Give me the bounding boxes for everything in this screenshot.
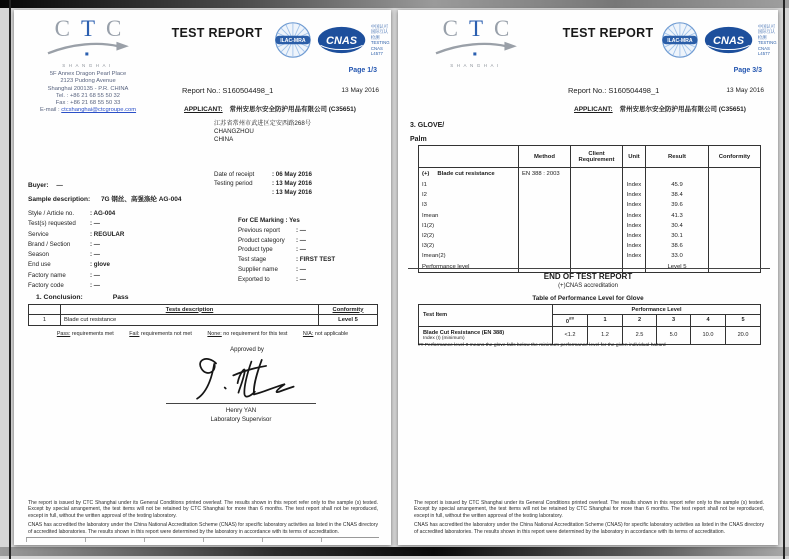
date-label: Date of receipt	[214, 171, 255, 178]
col-unit: Unit	[623, 146, 646, 168]
test-label: I2	[419, 190, 519, 200]
applicant-label: APPLICANT:	[184, 106, 223, 113]
table-row	[419, 326, 761, 344]
level-header: 3	[657, 315, 691, 327]
ctc-city-label: SHANGHAI	[62, 63, 114, 68]
performance-table-title: Table of Performance Level for Glove	[532, 295, 644, 302]
field-value: : —	[296, 275, 306, 283]
field-value: : REGULAR	[90, 230, 125, 238]
result-value: 30.4	[646, 221, 709, 231]
applicant-address	[214, 120, 311, 144]
footer-paragraph: The report is issued by CTC Shanghai under its General Conditions printed overleaf. The results shown in this report refer only to the sample (s) tested. Except by special arrangement, the test items will not be retained by CTC Shanghai for more than 6 months. The test report shall not be reproduced, except in full, without the written approval of the testing laboratory.	[414, 500, 764, 519]
field-value: : —	[296, 236, 306, 244]
address-line: 2123 Pudong Avenue	[60, 78, 116, 85]
cnas-logo-icon	[317, 25, 366, 55]
client-requirement-value	[571, 168, 623, 181]
ctc-arrow-icon	[428, 40, 524, 56]
client-requirement-value	[571, 180, 623, 190]
conformity-value	[709, 211, 761, 221]
field-row	[238, 265, 335, 275]
col-result: Result	[646, 146, 709, 168]
unit-value: Index	[623, 231, 646, 241]
applicant-row	[574, 104, 746, 113]
table-row	[419, 231, 761, 241]
test-label: I2(2)	[419, 231, 519, 241]
email-line	[26, 107, 150, 114]
method-value	[519, 262, 571, 273]
ctc-address	[26, 71, 150, 115]
col-conformity: Conformity	[709, 146, 761, 168]
unit-value: Index	[623, 251, 646, 261]
applicant-name: 常州安思尔安全防护用品有限公司 (C35651)	[229, 106, 356, 113]
results-table	[418, 145, 761, 273]
field-row	[28, 240, 124, 250]
field-label: End use	[28, 261, 51, 269]
field-row	[28, 219, 124, 229]
conformity-value	[709, 262, 761, 273]
cnas-text-line: 检测	[757, 34, 767, 40]
row-number: 1	[29, 315, 61, 326]
cnas-text-line: TESTING	[370, 40, 390, 45]
page-number: Page 3/3	[733, 67, 762, 74]
result-value: 38.4	[646, 190, 709, 200]
level-header: 1	[588, 315, 623, 327]
col-client-requirement: Client Requirement	[571, 146, 623, 168]
conclusion-label: 1. Conclusion:	[36, 294, 83, 301]
conformity-value	[709, 180, 761, 190]
date-value: : 13 May 2016	[272, 180, 312, 188]
method-value	[519, 200, 571, 210]
address-line: Shanghai 200135 - P.R. CHINA	[47, 85, 129, 92]
field-row	[28, 250, 124, 260]
ctc-city-label: SHANGHAI	[450, 63, 502, 68]
email-link[interactable]: ctcshanghai@ctcgroupe.com	[61, 107, 137, 114]
conformity-value	[709, 221, 761, 231]
field-value: : —	[296, 227, 306, 234]
legend-item	[303, 331, 348, 337]
report-date: 13 May 2016	[341, 87, 379, 94]
page-number: Page 1/3	[348, 67, 377, 74]
ctc-letter: C	[442, 16, 458, 41]
subsection-title: Palm	[410, 136, 427, 143]
table-row	[419, 211, 761, 221]
result-value: 41.3	[646, 211, 709, 221]
col-test-item	[419, 146, 519, 168]
ilac-mra-wordmark: ILAC-MRA	[280, 38, 306, 45]
client-requirement-value	[571, 200, 623, 210]
applicant-label: APPLICANT:	[574, 106, 613, 113]
cnas-text-line: 中国认可	[370, 23, 389, 29]
field-value: : —	[90, 220, 100, 228]
client-requirement-value	[571, 221, 623, 231]
unit-value: Index	[623, 211, 646, 221]
cnas-text-line: 国际互认	[370, 29, 389, 34]
legend-text: requirements met	[71, 331, 114, 337]
level-value: 5.0	[657, 326, 691, 344]
legend-text: no requirement for this test	[223, 331, 288, 337]
applicant-address-line: CHANGZHOU	[214, 128, 254, 135]
conclusion-row	[36, 294, 129, 301]
col-test-item: Test Item	[419, 305, 553, 327]
client-requirement-value	[571, 241, 623, 251]
field-label: Product category	[238, 236, 285, 244]
test-label: Imean(2)	[419, 251, 519, 261]
test-label: I1(2)	[419, 221, 519, 231]
test-item-sub: Index (I) (minimum)	[423, 335, 465, 341]
address-line: 5F Annex Dragon Pearl Place	[49, 71, 127, 77]
cnas-accreditation-text	[371, 24, 395, 57]
unit-value: Index	[623, 180, 646, 190]
field-row	[238, 245, 335, 255]
table-row	[419, 221, 761, 231]
conclusion-table-header	[29, 305, 378, 315]
sample-description-value: 7G 钢丝、高强涤纶 AG-004	[100, 196, 182, 203]
client-requirement-value	[571, 190, 623, 200]
field-label: Service	[28, 230, 49, 238]
cnas-accreditation-text	[758, 24, 782, 57]
unit-value: Index	[623, 241, 646, 251]
unit-value	[623, 168, 646, 181]
results-table-header	[419, 146, 761, 168]
footer-paragraph: The report is issued by CTC Shanghai under its General Conditions printed overleaf. The results shown in this report refer only to the sample (s) tested. Except by special arrangement, the test items will not be retained by CTC Shanghai for more than 6 months. The test report shall not be reproduced, except in full, without the written approval of the testing laboratory.	[28, 500, 378, 519]
performance-level-table	[418, 304, 761, 345]
col-method: Method	[519, 146, 571, 168]
test-item	[419, 168, 519, 181]
page-footer	[28, 500, 378, 535]
date-label: Testing period	[214, 180, 253, 188]
unit-value: Index	[623, 200, 646, 210]
cnas-text-line: CNAS L4577	[757, 45, 770, 56]
unit-value: Index	[623, 190, 646, 200]
method-value: EN 388 : 2003	[519, 168, 571, 181]
cnas-wordmark: CNAS	[325, 34, 357, 47]
buyer-label: Buyer:	[28, 182, 49, 189]
method-value	[519, 241, 571, 251]
legend-key: Fail:	[129, 331, 140, 337]
level-header: 4	[691, 315, 726, 327]
field-row	[28, 260, 124, 270]
footer-paragraph: CNAS has accredited the laboratory under the China National Accreditation Scheme (CNAS) for specific laboratory activities as listed in the CNAS directory of accredited laboratories. The results shown in this report were determined by the laboratory in accordance with its terms of accreditation.	[28, 522, 378, 535]
scan-top-edge	[0, 0, 789, 8]
field-label: Style / Article no.	[28, 210, 75, 217]
cnas-text-line: 中国认可	[757, 23, 776, 29]
field-row	[238, 275, 335, 285]
conformity-value	[709, 241, 761, 251]
ctc-letter: T	[80, 16, 96, 41]
method-value	[519, 190, 571, 200]
field-row	[238, 226, 335, 236]
conclusion-table	[28, 304, 378, 326]
result-value: 45.9	[646, 180, 709, 190]
cnas-wordmark: CNAS	[712, 34, 744, 47]
date-row	[214, 170, 312, 179]
legend-text: requirements not met	[140, 331, 192, 337]
result-value: Level 5	[646, 262, 709, 273]
date-label	[214, 188, 272, 197]
conformity-value	[709, 251, 761, 261]
field-label: Brand / Section	[28, 240, 71, 248]
signature-line	[166, 403, 316, 404]
test-description: Blade cut resistance	[61, 315, 319, 326]
ctc-logo-block	[26, 18, 150, 115]
legend-key: N/A:	[302, 331, 314, 337]
client-requirement-value	[571, 251, 623, 261]
method-value	[519, 251, 571, 261]
sample-fields-right	[238, 216, 335, 284]
conformity-value	[709, 231, 761, 241]
sample-fields-left	[28, 209, 124, 291]
field-label: Exported to	[238, 275, 270, 283]
ctc-logo	[26, 18, 150, 40]
performance-table-header	[419, 305, 761, 315]
ilac-mra-logo-icon	[274, 20, 312, 60]
table-row	[419, 190, 761, 200]
level-value: 1.2	[588, 326, 623, 344]
level-0-header	[553, 315, 588, 327]
table-row	[419, 251, 761, 261]
level-value: 10.0	[691, 326, 726, 344]
field-label: Season	[28, 251, 49, 259]
scan-right-edge	[783, 0, 785, 559]
field-value: : AG-004	[90, 210, 116, 217]
unit-value: Index	[623, 221, 646, 231]
date-row	[214, 188, 312, 197]
result-value: 39.6	[646, 200, 709, 210]
method-value	[519, 180, 571, 190]
field-row	[238, 236, 335, 246]
field-row	[28, 271, 124, 281]
test-label: I3(2)	[419, 241, 519, 251]
end-of-report-title: END OF TEST REPORT	[543, 272, 633, 281]
field-value: : —	[90, 240, 100, 248]
field-value: : —	[90, 271, 100, 279]
level-0-base: 0	[565, 318, 569, 325]
level-header: 2	[623, 315, 657, 327]
test-label: Imean	[419, 211, 519, 221]
report-number: Report No.: S160504498_1	[182, 86, 274, 95]
field-label: Product type	[238, 246, 273, 254]
result-value: 30.1	[646, 231, 709, 241]
field-value: : —	[296, 246, 306, 254]
conclusion-value: Pass	[112, 294, 129, 301]
col-index	[29, 305, 61, 315]
field-label: Previous report	[238, 227, 280, 234]
footer-tick-rule	[26, 537, 379, 542]
date-value: : 06 May 2016	[272, 171, 312, 178]
field-value: : —	[296, 265, 306, 273]
applicant-address-line: CHINA	[214, 136, 234, 143]
level-value: 20.0	[726, 326, 761, 344]
ctc-arrow-icon	[40, 40, 136, 56]
applicant-name: 常州安思尔安全防护用品有限公司 (C35651)	[619, 106, 746, 113]
field-row	[28, 281, 124, 291]
field-row	[28, 230, 124, 240]
test-item-name: Blade Cut Resistance (EN 388)	[423, 329, 505, 336]
legend-item	[57, 331, 114, 337]
footer-paragraph: CNAS has accredited the laboratory under the China National Accreditation Scheme (CNAS) for specific laboratory activities as listed in the CNAS directory of accredited laboratories. The results shown in this report were determined by the laboratory in accordance with its terms of accreditation.	[414, 522, 764, 535]
field-label: Factory name	[28, 271, 66, 279]
method-value	[519, 211, 571, 221]
cnas-logo-icon	[704, 25, 753, 55]
field-label: Test(s) requested	[28, 220, 76, 228]
client-requirement-value	[571, 211, 623, 221]
accreditation-mark: (+)	[422, 171, 430, 177]
accreditation-logos	[274, 20, 395, 60]
field-value: : glove	[90, 261, 110, 269]
table-row	[419, 168, 761, 181]
test-label: Blade cut resistance	[437, 171, 495, 177]
scan-left-edge	[9, 0, 11, 559]
scan-bottom-edge	[0, 547, 789, 556]
address-line: Fax : +86 21 68 55 50 33	[55, 100, 121, 107]
table-row	[29, 315, 378, 326]
result-value	[646, 168, 709, 181]
page-title: TEST REPORT	[562, 26, 654, 40]
performance-footnote: ## Performance level 0 means the glove falls below the minimum performance level for the given individual hazard	[418, 343, 666, 348]
ctc-letter: T	[468, 16, 484, 41]
legend-item	[129, 331, 192, 337]
email-label: E-mail :	[39, 107, 60, 114]
field-value: : —	[90, 251, 100, 259]
signer-block	[176, 407, 306, 424]
page-footer	[414, 500, 764, 535]
field-value: : —	[90, 282, 100, 290]
cnas-text-line: TESTING	[757, 40, 777, 45]
signature-graphic	[182, 353, 307, 403]
page-title: TEST REPORT	[171, 26, 263, 40]
table-row	[419, 241, 761, 251]
legend-text: not applicable	[314, 331, 349, 337]
accreditation-note: (+)CNAS accreditation	[558, 283, 618, 289]
method-value	[519, 231, 571, 241]
signer-title: Laboratory Supervisor	[210, 415, 272, 423]
level-value: <1.2	[553, 326, 588, 344]
cnas-text-line: CNAS L4577	[370, 45, 383, 56]
approved-by-label: Approved by	[230, 347, 264, 353]
field-label: Test stage	[238, 256, 267, 264]
sample-description-row	[28, 194, 181, 203]
cnas-text-line: 国际互认	[757, 29, 776, 34]
col-tests-description: Tests description	[61, 305, 319, 315]
result-value: 38.6	[646, 241, 709, 251]
conformity-value	[709, 200, 761, 210]
cnas-text-line: 检测	[370, 34, 380, 40]
test-label: I3	[419, 200, 519, 210]
conformity-value	[709, 190, 761, 200]
test-label: Performance level	[419, 262, 519, 273]
ctc-logo	[414, 18, 538, 40]
level-value: 2.5	[623, 326, 657, 344]
end-of-report-rule	[408, 268, 770, 269]
dates-block	[214, 170, 312, 198]
client-requirement-value	[571, 262, 623, 273]
report-page-3	[398, 10, 778, 545]
legend-row	[14, 331, 391, 337]
level-header: 5	[726, 315, 761, 327]
applicant-address-line: 江苏省常州市武进区定安西路268号	[214, 120, 311, 127]
ce-marking-label: For CE Marking : Yes	[238, 217, 300, 224]
test-label: I1	[419, 180, 519, 190]
test-item	[419, 326, 553, 344]
date-value: : 13 May 2016	[272, 189, 312, 197]
accreditation-logos	[661, 20, 782, 60]
legend-item	[207, 331, 287, 337]
legend-key: Pass:	[56, 331, 71, 337]
report-date: 13 May 2016	[726, 87, 764, 94]
unit-value	[623, 262, 646, 273]
table-row	[419, 180, 761, 190]
ilac-mra-logo-icon	[661, 20, 699, 60]
buyer-value: —	[56, 182, 63, 189]
section-title: 3. GLOVE/	[410, 122, 445, 129]
table-row	[419, 200, 761, 210]
method-value	[519, 221, 571, 231]
sample-description-label: Sample description:	[28, 196, 91, 203]
field-label: Factory code	[28, 282, 64, 290]
conformity-value	[709, 168, 761, 181]
client-requirement-value	[571, 231, 623, 241]
result-value: 33.0	[646, 251, 709, 261]
buyer-row	[28, 182, 63, 189]
col-group-performance-level: Performance Level	[553, 305, 761, 315]
field-value: : FIRST TEST	[296, 256, 336, 264]
level-0-footnote-mark: ##	[568, 316, 575, 321]
col-conformity: Conformity	[319, 305, 378, 315]
conformity-value: Level 5	[319, 315, 378, 326]
field-label: Supplier name	[238, 265, 278, 273]
table-row	[419, 262, 761, 273]
ilac-mra-wordmark: ILAC-MRA	[667, 38, 693, 45]
legend-key: None:	[207, 331, 222, 337]
ctc-letter: C	[54, 16, 70, 41]
report-page-1	[14, 10, 391, 545]
ctc-letter: C	[494, 16, 510, 41]
field-row	[28, 209, 124, 219]
date-row	[214, 179, 312, 188]
address-line: Tel. : +86 21 68 55 50 32	[56, 92, 120, 99]
report-number: Report No.: S160504498_1	[568, 86, 660, 95]
ctc-logo-block	[414, 18, 538, 68]
ctc-letter: C	[106, 16, 122, 41]
signer-name: Henry YAN	[225, 407, 257, 414]
applicant-row	[184, 104, 356, 113]
field-row	[238, 255, 335, 265]
